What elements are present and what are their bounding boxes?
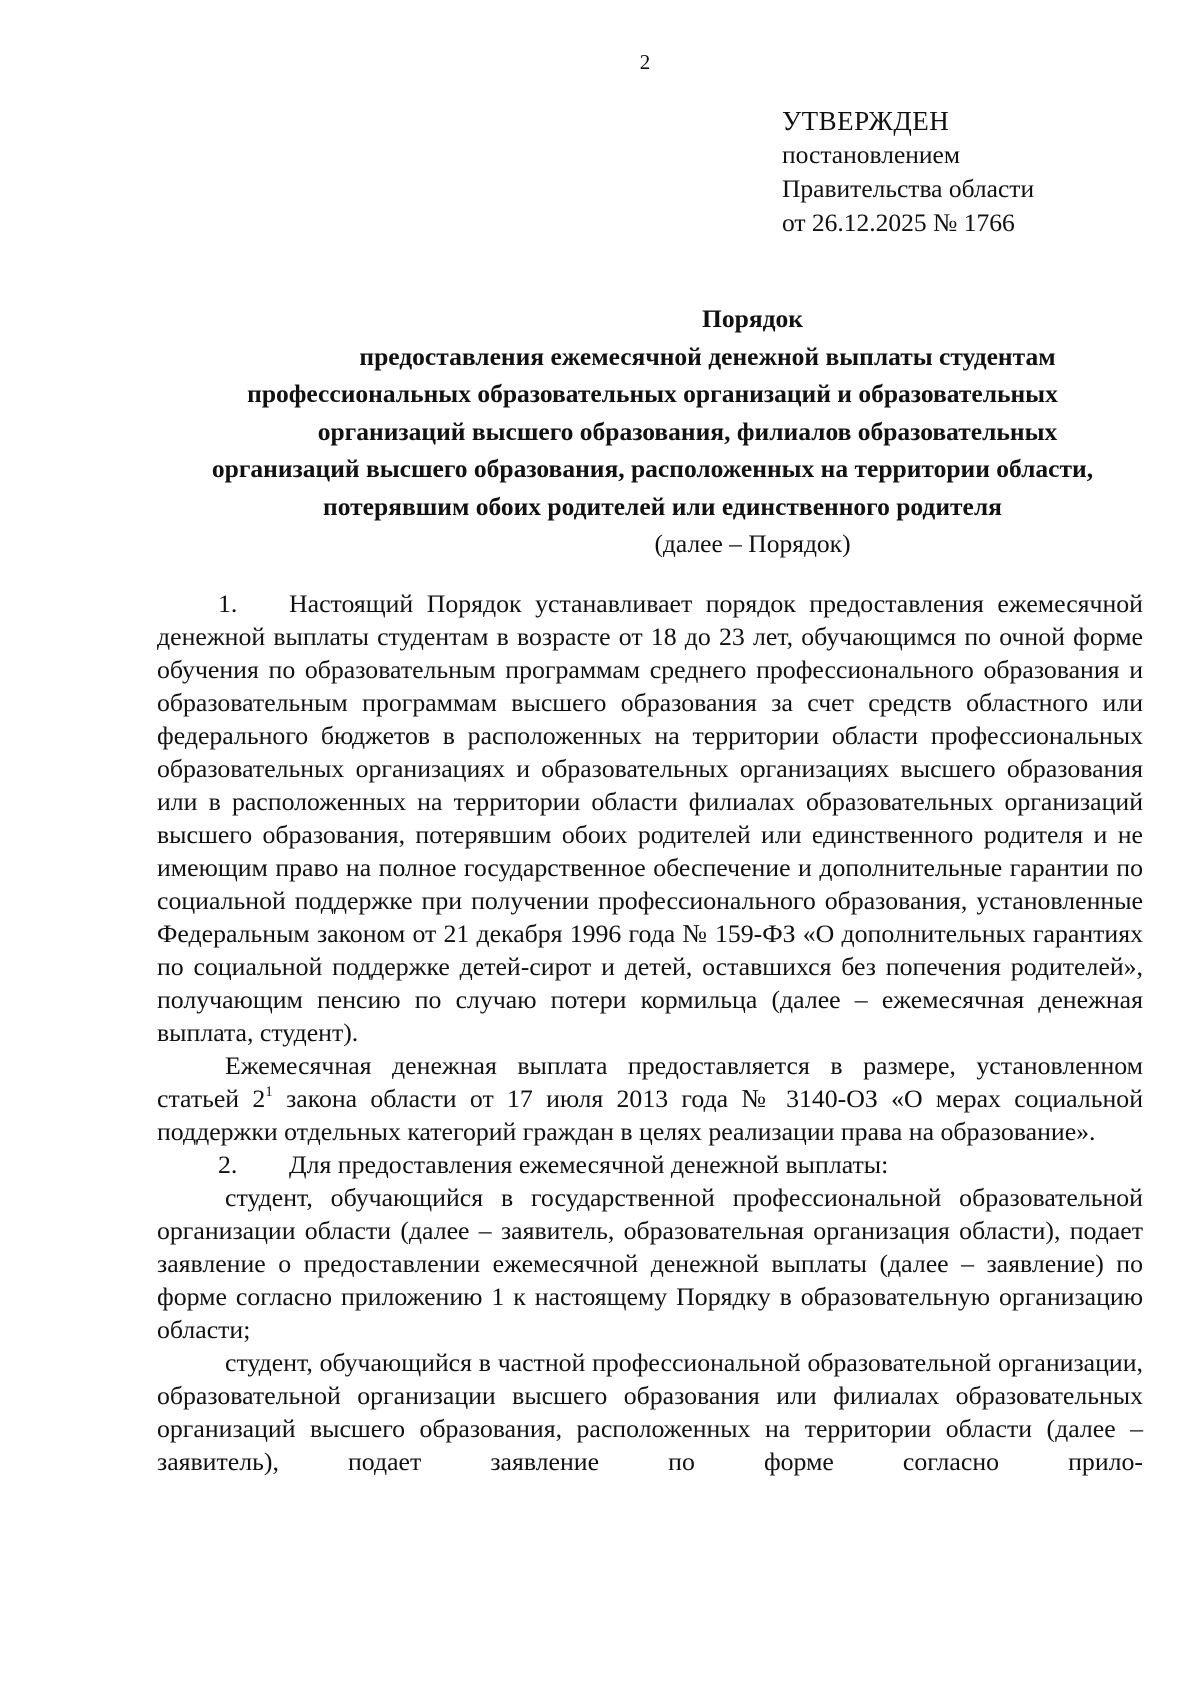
paragraph-2-private-student: [157, 1346, 1143, 1478]
paragraph-text: Ежемесячная денежная выплата предоставляется в размере, установленном статьей 2: [157, 1051, 1143, 1113]
approval-stamp: [782, 104, 1034, 240]
title-line: потерявшим обоих родителей или единственного родителя: [323, 491, 1002, 521]
paragraph-text: Для предоставления ежемесячной денежной выплаты:: [289, 1150, 889, 1179]
title-note: (далее – Порядок): [654, 529, 851, 558]
paragraph-text: студент, обучающийся в частной профессиональной образовательной организации, образовательной организации высшего образования или филиалах образовательных организаций высшего образования, расположенных на территории области (далее – заявитель), подает заявление по форме согласно прило-: [157, 1348, 1143, 1476]
paragraph-2-state-student: [157, 1181, 1143, 1346]
approval-title: УТВЕРЖДЕН: [782, 106, 950, 136]
paragraph-text: закона области от 17 июля 2013 года № 3140-ОЗ «О мерах социальной поддержки отдельных категорий граждан в целях реализации права на образование».: [157, 1084, 1143, 1146]
paragraph-text: студент, обучающийся в государственной профессиональной образовательной организации области (далее – заявитель, образовательная организация области), подает заявление о предоставлении ежемесячной денежной выплаты (далее – заявление) по форме согласно приложению 1 к настоящему Порядку в образовательную организацию области;: [157, 1183, 1143, 1344]
title-line: организаций высшего образования, расположенных на территории области,: [211, 454, 1094, 483]
document-body: [157, 587, 1143, 1478]
paragraph-number: 2.: [218, 1150, 238, 1179]
page-number: 2: [639, 50, 651, 74]
paragraph-number: 1.: [218, 589, 238, 618]
document-title: [150, 300, 1155, 563]
approval-date-number: от 26.12.2025 № 1766: [782, 208, 1015, 237]
paragraph-1: [157, 587, 1143, 1049]
paragraph-2: [157, 1148, 1143, 1181]
title-line: профессиональных образовательных организаций и образовательных: [247, 379, 1058, 408]
approval-line: Правительства области: [782, 174, 1035, 203]
approval-line: постановлением: [782, 140, 961, 169]
title-line: организаций высшего образования, филиалов образовательных: [317, 416, 1058, 446]
paragraph-1-amount: [157, 1049, 1143, 1148]
superscript: 1: [265, 1084, 273, 1100]
title-line: предоставления ежемесячной денежной выплаты студентам: [359, 341, 1056, 371]
title-heading: Порядок: [702, 304, 803, 333]
paragraph-text: Настоящий Порядок устанавливает порядок предоставления ежемесячной денежной выплаты студентам в возрасте от 18 до 23 лет, обучающимся по очной форме обучения по образовательным программам среднего профессионального образования и образовательным программам высшего образования за счет средств областного или федерального бюджетов в расположенных на территории области профессиональных образовательных организациях и образовательных организациях высшего образования или в расположенных на территории области филиалах образовательных организаций высшего образования, потерявшим обоих родителей или единственного родителя и не имеющим право на полное государственное обеспечение и дополнительные гарантии по социальной поддержке при получении профессионального образования, установленные Федеральным законом от 21 декабря 1996 года № 159-ФЗ «О дополнительных гарантиях по социальной поддержке детей-сирот и детей, оставшихся без попечения родителей», получающим пенсию по случаю потери кормильца (далее – ежемесячная денежная выплата, студент).: [157, 589, 1143, 1047]
